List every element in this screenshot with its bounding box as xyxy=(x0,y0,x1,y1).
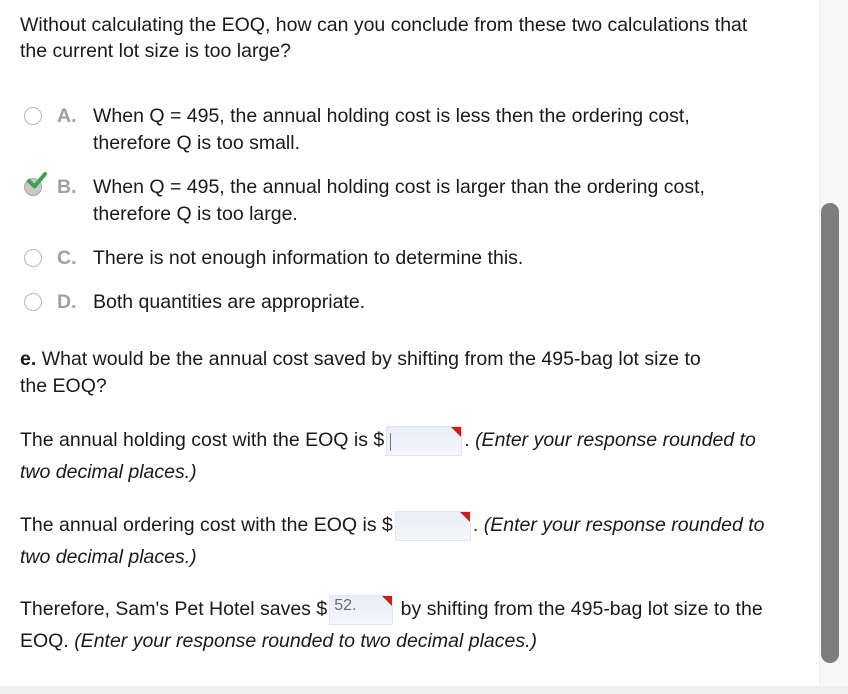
question-panel xyxy=(20,0,820,694)
savings-input[interactable]: 52. xyxy=(329,595,393,625)
option-b[interactable] xyxy=(20,174,810,230)
option-letter: B. xyxy=(57,176,77,198)
check-icon xyxy=(26,170,48,192)
option-text: There is not enough information to determine this. xyxy=(93,247,524,269)
ordering-cost-input[interactable] xyxy=(395,511,471,541)
ordering-hint: two decimal places.) xyxy=(20,546,197,568)
option-letter: C. xyxy=(57,247,77,269)
option-a[interactable] xyxy=(20,103,810,159)
option-letter: A. xyxy=(57,105,77,127)
option-text: When Q = 495, the annual holding cost is larger than the ordering cost, therefore Q is too large. xyxy=(93,176,705,225)
error-flag-icon xyxy=(451,427,461,437)
option-d[interactable] xyxy=(20,289,810,317)
scrollbar-thumb[interactable] xyxy=(821,203,839,663)
option-c[interactable] xyxy=(20,245,810,273)
error-flag-icon xyxy=(460,512,470,522)
error-flag-icon xyxy=(382,596,392,606)
option-text: Both quantities are appropriate. xyxy=(93,291,366,313)
savings-line-2: EOQ. (Enter your response rounded to two decimal places.) xyxy=(20,630,538,652)
bottom-edge xyxy=(0,686,848,694)
radio-button[interactable] xyxy=(24,249,42,267)
holding-cost-line: The annual holding cost with the EOQ is $ . (Enter your response rounded to xyxy=(20,424,756,456)
holding-cost-input[interactable] xyxy=(386,426,462,456)
radio-button[interactable] xyxy=(24,107,42,125)
part-e-question: e. What would be the annual cost saved by shifting from the 495-bag lot size to the EOQ? xyxy=(20,348,701,397)
radio-button[interactable] xyxy=(24,293,42,311)
option-text: When Q = 495, the annual holding cost is less then the ordering cost, therefore Q is too small. xyxy=(93,105,690,154)
question-text: Without calculating the EOQ, how can you conclude from these two calculations that the current lot size is too large? xyxy=(20,14,748,62)
ordering-cost-line: The annual ordering cost with the EOQ is $ . (Enter your response rounded to xyxy=(20,509,764,541)
option-letter: D. xyxy=(57,291,77,313)
holding-hint: two decimal places.) xyxy=(20,461,197,483)
savings-line: Therefore, Sam's Pet Hotel saves $ 52. by shifting from the 495-bag lot size to the xyxy=(20,593,763,625)
